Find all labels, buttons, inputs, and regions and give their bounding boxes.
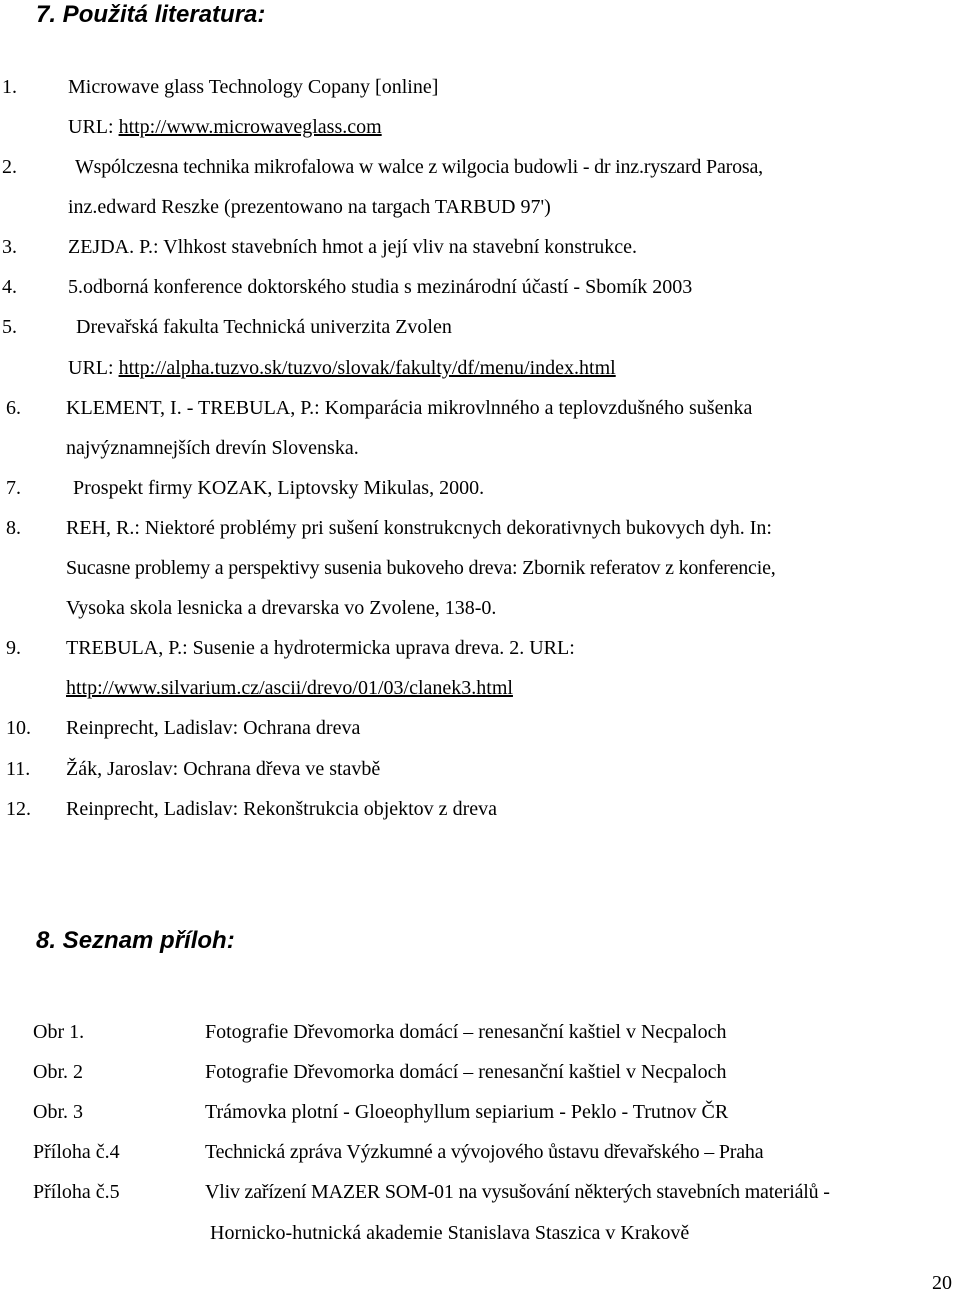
ref-1-text: Microwave glass Technology Copany [online] <box>68 76 439 98</box>
ref-3-text: ZEJDA. P.: Vlhkost stavebních hmot a její vliv na stavební konstrukce. <box>68 236 638 258</box>
url-prefix: URL: <box>68 116 119 138</box>
ref-10-number: 10. <box>6 717 31 739</box>
ref-5-text: Drevařská fakulta Technická univerzita Zvolen <box>76 316 452 338</box>
ref-2-number: 2. <box>2 156 17 178</box>
ref-11-text: Žák, Jaroslav: Ochrana dřeva ve stavbě <box>66 758 381 780</box>
attachments-heading: 8. Seznam příloh: <box>36 927 235 954</box>
references-heading: 7. Použitá literatura: <box>36 1 266 28</box>
ref-6-text: KLEMENT, I. - TREBULA, P.: Komparácia mikrovlnného a teplovzdušného sušenka <box>66 397 753 419</box>
attachment-4-label: Příloha č.4 <box>33 1141 120 1163</box>
attachment-1-label: Obr 1. <box>33 1021 85 1043</box>
attachment-3-text: Trámovka plotní - Gloeophyllum sepiarium - Peklo - Trutnov ČR <box>205 1101 729 1123</box>
ref-8-text-cont-2: Vysoka skola lesnicka a drevarska vo Zvolene, 138-0. <box>66 597 497 619</box>
attachment-4-text: Technická zpráva Výzkumné a vývojového ůstavu dřevařského – Praha <box>205 1141 764 1163</box>
ref-5-url-line <box>68 354 616 382</box>
attachment-5-text-cont: Hornicko-hutnická akademie Stanislava Staszica v Krakově <box>210 1222 690 1244</box>
ref-1-url-line <box>68 113 382 141</box>
ref-1-number: 1. <box>2 76 17 98</box>
ref-4-text: 5.odborná konference doktorského studia s mezinárodní účastí - Sbomík 2003 <box>68 276 693 298</box>
ref-7-number: 7. <box>6 477 21 499</box>
ref-5-number: 5. <box>2 316 17 338</box>
ref-2-text: Wspólczesna technika mikrofalowa w walce z wilgocia budowli - dr inz.ryszard Parosa, <box>75 156 763 178</box>
ref-2-text-cont: inz.edward Reszke (prezentowano na targach TARBUD 97') <box>68 196 551 218</box>
ref-12-number: 12. <box>6 798 31 820</box>
ref-3-number: 3. <box>2 236 17 258</box>
ref-9-link[interactable]: http://www.silvarium.cz/ascii/drevo/01/03/clanek3.html <box>66 677 513 699</box>
ref-11-number: 11. <box>6 758 31 780</box>
ref-10-text: Reinprecht, Ladislav: Ochrana dreva <box>66 717 361 739</box>
ref-9-number: 9. <box>6 637 21 659</box>
ref-8-text-cont-1: Sucasne problemy a perspektivy susenia bukoveho dreva: Zbornik referatov z konferencie, <box>66 557 776 579</box>
ref-4-number: 4. <box>2 276 17 298</box>
ref-1-link[interactable]: http://www.microwaveglass.com <box>118 116 382 138</box>
attachment-2-text: Fotografie Dřevomorka domácí – renesanční kaštiel v Necpaloch <box>205 1061 727 1083</box>
ref-5-link[interactable]: http://alpha.tuzvo.sk/tuzvo/slovak/fakulty/df/menu/index.html <box>118 357 616 379</box>
ref-9-text: TREBULA, P.: Susenie a hydrotermicka uprava dreva. 2. URL: <box>66 637 575 659</box>
ref-7-text: Prospekt firmy KOZAK, Liptovsky Mikulas, 2000. <box>73 477 485 499</box>
url-prefix: URL: <box>68 357 119 379</box>
attachment-2-label: Obr. 2 <box>33 1061 83 1083</box>
attachment-5-text: Vliv zařízení MAZER SOM-01 na vysušování některých stavebních materiálů - <box>205 1181 830 1203</box>
ref-8-text: REH, R.: Niektoré problémy pri sušení konstrukcnych dekorativnych bukovych dyh. In: <box>66 517 772 539</box>
ref-8-number: 8. <box>6 517 21 539</box>
ref-6-text-cont: najvýznamnejších drevín Slovenska. <box>66 437 359 459</box>
attachment-3-label: Obr. 3 <box>33 1101 83 1123</box>
ref-6-number: 6. <box>6 397 21 419</box>
page-number: 20 <box>932 1272 952 1294</box>
ref-9-url-line <box>66 674 513 702</box>
attachment-5-label: Příloha č.5 <box>33 1181 120 1203</box>
attachment-1-text: Fotografie Dřevomorka domácí – renesanční kaštiel v Necpaloch <box>205 1021 727 1043</box>
ref-12-text: Reinprecht, Ladislav: Rekonštrukcia objektov z dreva <box>66 798 497 820</box>
